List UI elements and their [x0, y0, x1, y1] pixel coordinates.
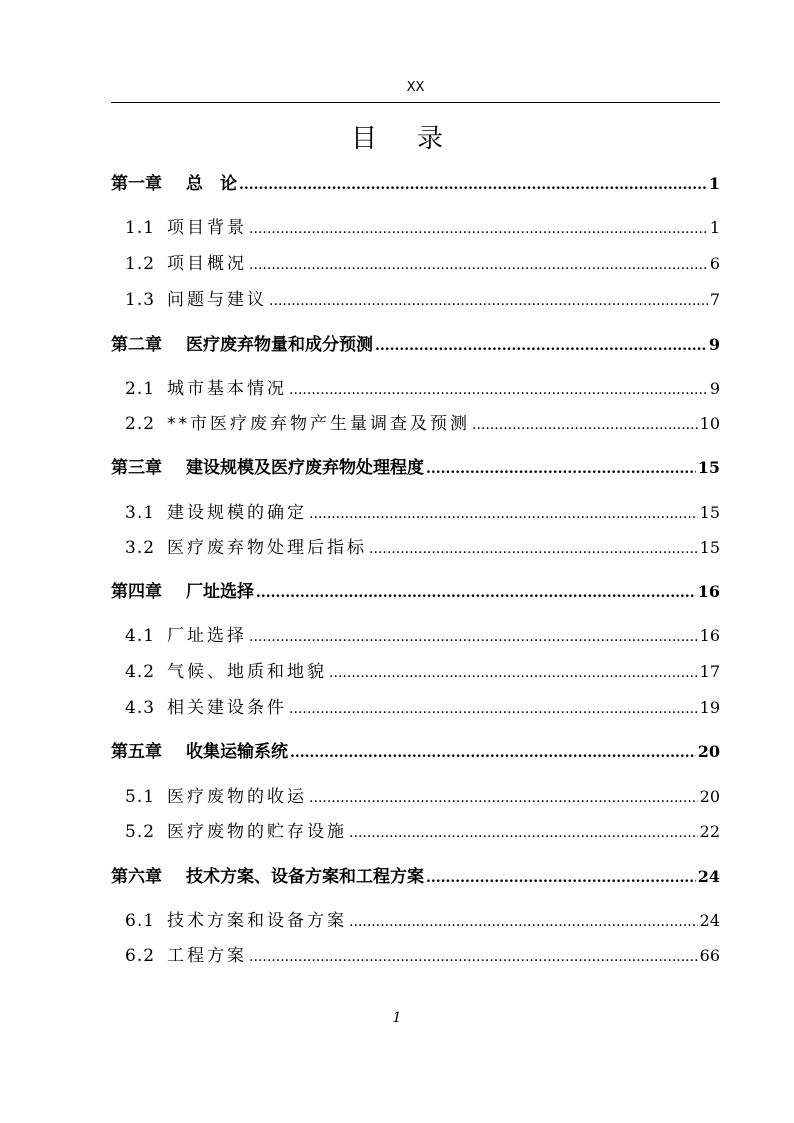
chapter-label: 第三章: [111, 458, 162, 478]
section-number: 3.1: [125, 503, 156, 523]
section-number: 3.2: [125, 538, 156, 558]
chapter-title: 总 论: [186, 174, 237, 194]
dot-leader: [249, 252, 708, 277]
section-title: 建设规模的确定: [167, 503, 308, 523]
chapter-label: 第四章: [111, 582, 162, 602]
section-number: 1.3: [125, 290, 156, 310]
header-text: XX: [406, 80, 425, 95]
chapter-label: 第六章: [111, 867, 162, 887]
page-number: 10: [699, 414, 720, 433]
section-title: 医疗废物的收运: [167, 787, 308, 807]
section-number: 2.1: [125, 379, 156, 399]
toc-chapter-entry[interactable]: [111, 865, 720, 889]
page-number: 66: [699, 946, 720, 965]
toc-section-entry[interactable]: [111, 624, 720, 648]
page-number: 20: [697, 742, 720, 761]
toc-chapter-entry[interactable]: [111, 172, 720, 196]
chapter-label: 第五章: [111, 742, 162, 762]
toc-chapter-entry[interactable]: [111, 740, 720, 764]
toc-section-entry[interactable]: [111, 412, 720, 436]
section-title: 技术方案和设备方案: [167, 911, 348, 931]
section-title: 医疗废弃物处理后指标: [167, 538, 368, 558]
toc-section-entry[interactable]: [111, 785, 720, 809]
toc-section-entry[interactable]: [111, 944, 720, 968]
page-number: 15: [697, 458, 720, 477]
section-number: 6.1: [125, 911, 156, 931]
dot-leader: [249, 216, 708, 241]
page-number: 16: [697, 582, 720, 601]
page-number: 15: [699, 503, 720, 522]
page-header: [111, 78, 720, 103]
toc-chapter-entry[interactable]: [111, 456, 720, 480]
chapter-title: 收集运输系统: [186, 742, 288, 762]
dot-leader: [289, 696, 698, 721]
section-number: 4.2: [125, 662, 156, 682]
toc-section-entry[interactable]: [111, 909, 720, 933]
chapter-label: 第一章: [111, 174, 162, 194]
dot-leader: [249, 944, 698, 969]
section-title: 气候、地质和地貌: [167, 662, 328, 682]
page-number: 24: [699, 911, 720, 930]
dot-leader: [256, 580, 696, 605]
dot-leader: [309, 785, 698, 810]
section-number: 1.1: [125, 218, 156, 238]
dot-leader: [289, 377, 708, 402]
dot-leader: [369, 536, 698, 561]
section-title: 项目背景: [167, 218, 248, 238]
chapter-label: 第二章: [111, 335, 162, 355]
page-number: 15: [699, 538, 720, 557]
dot-leader: [472, 412, 698, 437]
toc-section-entry[interactable]: [111, 536, 720, 560]
toc-section-entry[interactable]: [111, 501, 720, 525]
dot-leader: [349, 909, 698, 934]
section-title: 项目概况: [167, 254, 248, 274]
toc-section-entry[interactable]: [111, 216, 720, 240]
dot-leader: [309, 501, 698, 526]
page-number: 7: [709, 290, 720, 309]
page-number: 9: [708, 335, 720, 354]
section-title: 医疗废物的贮存设施: [167, 822, 348, 842]
page-number: 9: [709, 379, 720, 398]
dot-leader: [239, 172, 707, 197]
page-number: 24: [697, 867, 720, 886]
section-title: 问题与建议: [167, 290, 268, 310]
section-number: 5.2: [125, 822, 156, 842]
section-title: 相关建设条件: [167, 698, 288, 718]
section-number: 1.2: [125, 254, 156, 274]
dot-leader: [349, 820, 698, 845]
dot-leader: [290, 740, 696, 765]
section-number: 6.2: [125, 946, 156, 966]
page-number: 1: [709, 218, 720, 237]
section-number: 5.1: [125, 787, 156, 807]
toc-section-entry[interactable]: [111, 696, 720, 720]
dot-leader: [426, 456, 696, 481]
toc-title: 目录: [350, 124, 483, 154]
toc-section-entry[interactable]: [111, 377, 720, 401]
toc-chapter-entry[interactable]: [111, 333, 720, 357]
section-number: 4.1: [125, 626, 156, 646]
section-number: 4.3: [125, 698, 156, 718]
toc-section-entry[interactable]: [111, 660, 720, 684]
toc-section-entry[interactable]: [111, 252, 720, 276]
dot-leader: [329, 660, 698, 685]
footer-page-number: 1: [392, 1010, 402, 1026]
section-title: 工程方案: [167, 946, 248, 966]
page-number: 16: [699, 626, 720, 645]
page-number: 19: [699, 698, 720, 717]
chapter-title: 技术方案、设备方案和工程方案: [186, 867, 424, 887]
section-title: **市医疗废弃物产生量调查及预测: [167, 414, 471, 434]
dot-leader: [269, 288, 708, 313]
page-number: 20: [699, 787, 720, 806]
toc-chapter-entry[interactable]: [111, 580, 720, 604]
dot-leader: [375, 333, 707, 358]
chapter-title: 厂址选择: [186, 582, 254, 602]
page-number: 6: [709, 254, 720, 273]
dot-leader: [426, 865, 696, 890]
page-number: 17: [699, 662, 720, 681]
chapter-title: 建设规模及医疗废弃物处理程度: [186, 458, 424, 478]
page-number: 1: [708, 174, 720, 193]
chapter-title: 医疗废弃物量和成分预测: [186, 335, 373, 355]
toc-section-entry[interactable]: [111, 288, 720, 312]
page-number: 22: [699, 822, 720, 841]
section-number: 2.2: [125, 414, 156, 434]
section-title: 城市基本情况: [167, 379, 288, 399]
dot-leader: [249, 624, 698, 649]
section-title: 厂址选择: [167, 626, 248, 646]
toc-section-entry[interactable]: [111, 820, 720, 844]
